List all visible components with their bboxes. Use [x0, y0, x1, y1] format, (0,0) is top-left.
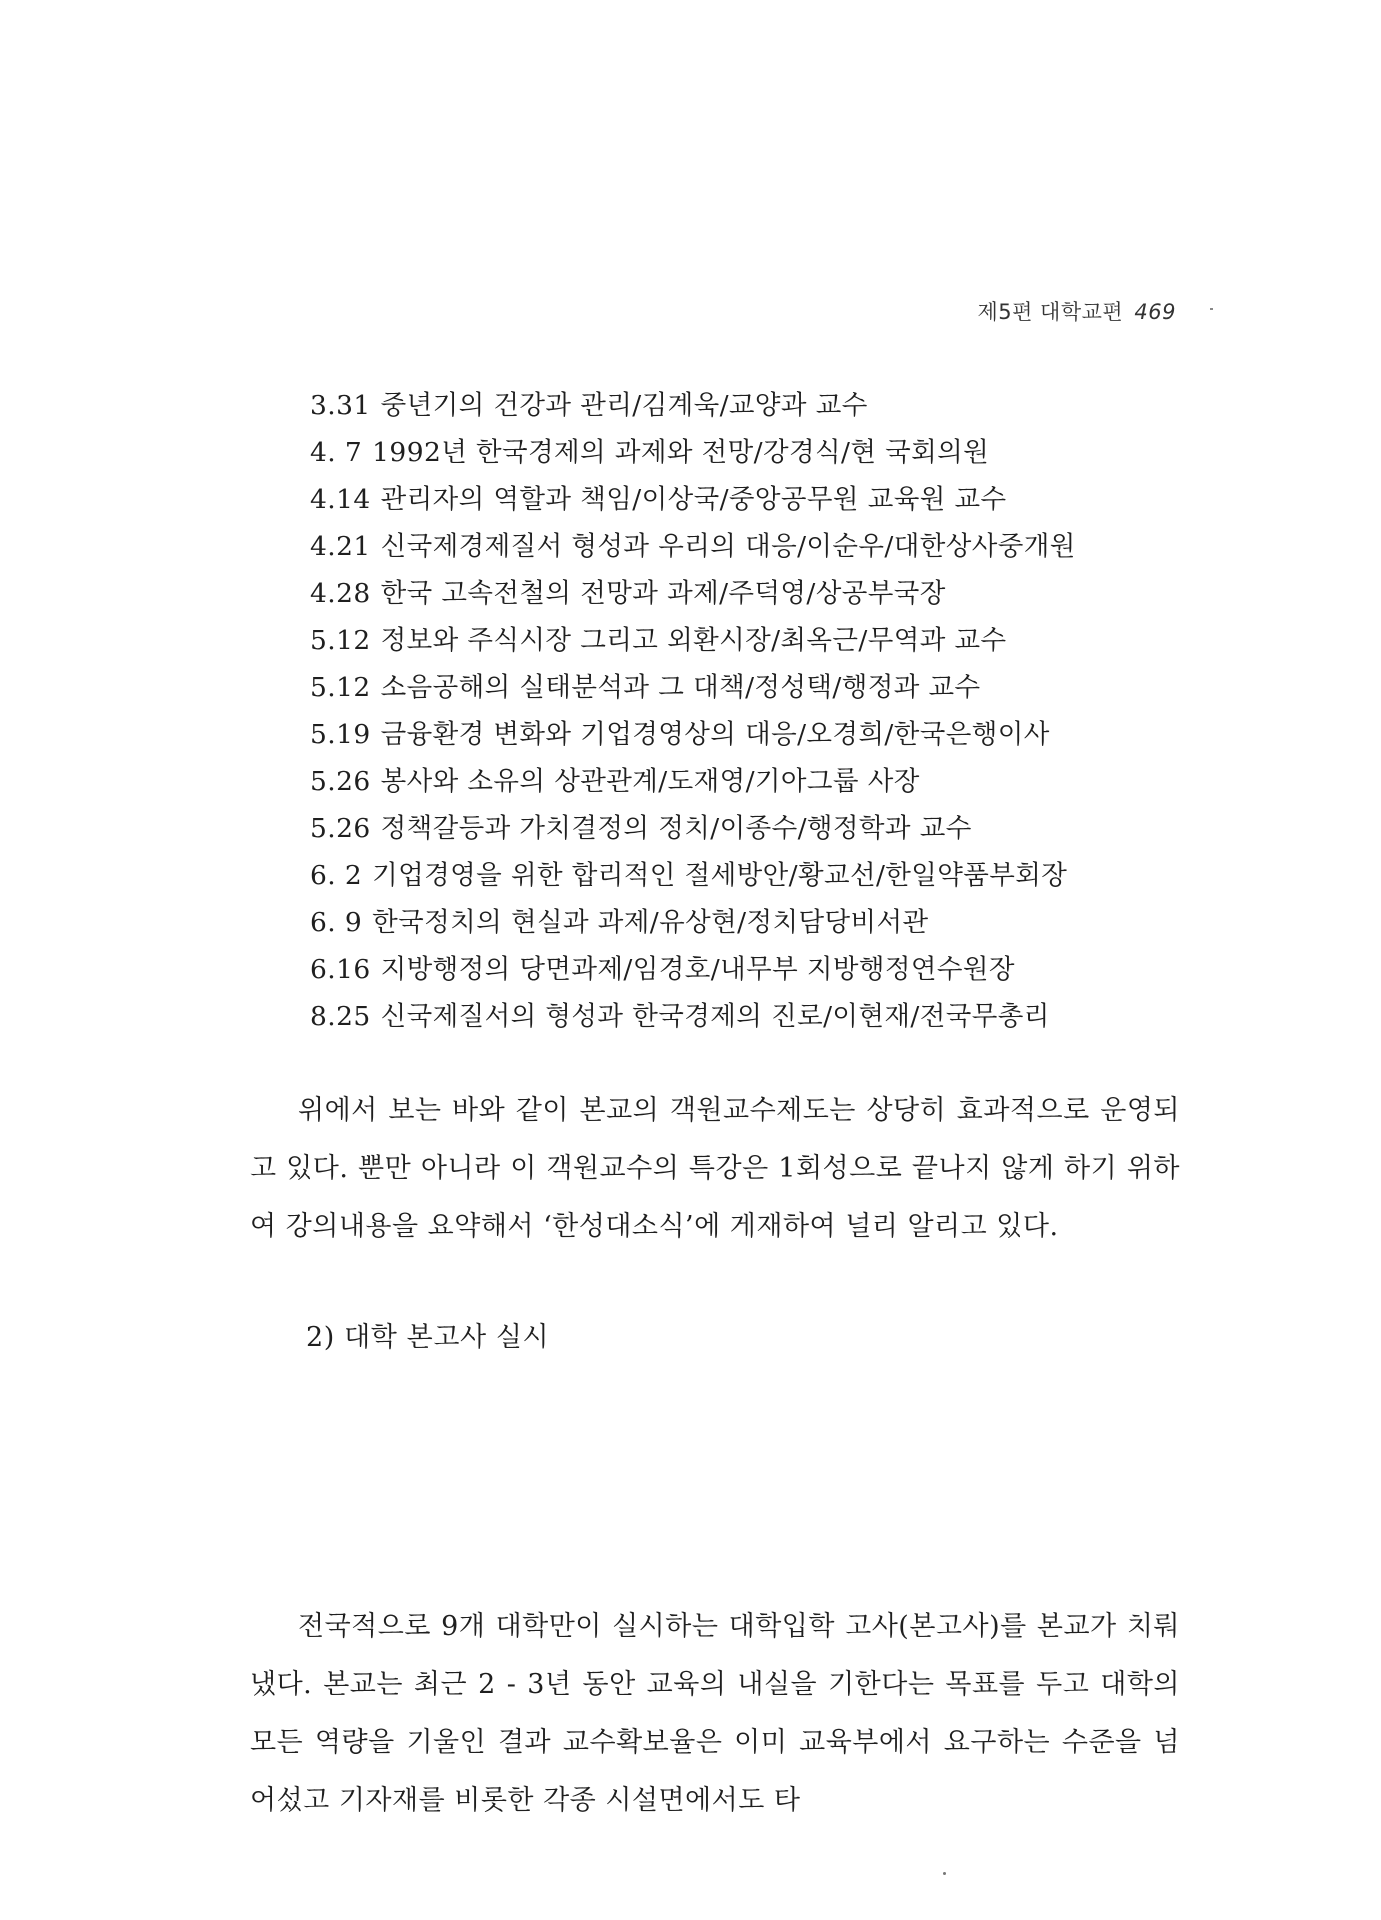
lecture-title: 정책갈등과 가치결정의 정치/이종수/행정학과 교수 [380, 813, 972, 844]
lecture-date: 5.12 [310, 625, 371, 656]
lecture-item [310, 382, 1190, 429]
section-subheading: 2) 대학 본고사 실시 [306, 1322, 550, 1353]
lecture-item [310, 711, 1190, 758]
lecture-title: 지방행정의 당면과제/임경호/내무부 지방행정연수원장 [380, 954, 1015, 985]
lecture-date: 5.26 [310, 813, 371, 844]
lecture-date: 5.12 [310, 672, 371, 703]
lecture-title: 기업경영을 위한 합리적인 절세방안/황교선/한일약품부회장 [372, 860, 1068, 891]
scan-speck [1210, 308, 1213, 310]
lecture-item [310, 805, 1190, 852]
lecture-title: 한국 고속전철의 전망과 과제/주덕영/상공부국장 [380, 578, 946, 609]
scan-speck [943, 1872, 946, 1875]
lecture-date: 5.19 [310, 719, 371, 750]
lecture-title: 1992년 한국경제의 과제와 전망/강경식/현 국회의원 [372, 437, 990, 468]
lecture-date: 5.26 [310, 766, 371, 797]
body-paragraph [250, 1082, 1180, 1256]
lecture-date: 6. 9 [310, 907, 363, 938]
lecture-item [310, 617, 1190, 664]
lecture-item [310, 523, 1190, 570]
lecture-item [310, 758, 1190, 805]
lecture-date: 4.14 [310, 484, 371, 515]
header-section-title: 제5편 대학교편 [977, 300, 1124, 324]
lecture-title: 관리자의 역할과 책임/이상국/중앙공무원 교육원 교수 [380, 484, 1007, 515]
lecture-date: 8.25 [310, 1001, 371, 1032]
lecture-date: 3.31 [310, 390, 371, 421]
running-header [977, 296, 1176, 326]
lecture-item [310, 946, 1190, 993]
lecture-item [310, 570, 1190, 617]
lecture-title: 한국정치의 현실과 과제/유상현/정치담당비서관 [372, 907, 929, 938]
page-number: 469 [1134, 300, 1176, 324]
lecture-item [310, 429, 1190, 476]
lecture-title: 봉사와 소유의 상관관계/도재영/기아그룹 사장 [380, 766, 920, 797]
lecture-item [310, 852, 1190, 899]
lecture-title: 신국제경제질서 형성과 우리의 대응/이순우/대한상사중개원 [380, 531, 1076, 562]
lecture-title: 중년기의 건강과 관리/김계욱/교양과 교수 [380, 390, 868, 421]
lecture-date: 6. 2 [310, 860, 363, 891]
body-paragraph [250, 1598, 1180, 1830]
lecture-item [310, 664, 1190, 711]
lecture-item [310, 993, 1190, 1040]
lecture-date: 4. 7 [310, 437, 363, 468]
lecture-date: 6.16 [310, 954, 371, 985]
lecture-title: 신국제질서의 형성과 한국경제의 진로/이현재/전국무총리 [380, 1001, 1050, 1032]
paragraph-text: 위에서 보는 바와 같이 본교의 객원교수제도는 상당히 효과적으로 운영되고 있다. 뿐만 아니라 이 객원교수의 특강은 1회성으로 끝나지 않게 하기 위하여 강의내용을 요약해서 ‘한성대소식’에 게재하여 널리 알리고 있다. [250, 1095, 1180, 1242]
lecture-date: 4.21 [310, 531, 371, 562]
lecture-title: 금융환경 변화와 기업경영상의 대응/오경희/한국은행이사 [380, 719, 1050, 750]
paragraph-text: 전국적으로 9개 대학만이 실시하는 대학입학 고사(본고사)를 본교가 치뤄 냈다. 본교는 최근 2 - 3년 동안 교육의 내실을 기한다는 목표를 두고 대학의 모든 역량을 기울인 결과 교수확보율은 이미 교육부에서 요구하는 수준을 넘어섰고 기자재를 비롯한 각종 시설면에서도 타 [250, 1611, 1180, 1816]
lecture-item [310, 899, 1190, 946]
lecture-title: 정보와 주식시장 그리고 외환시장/최옥근/무역과 교수 [380, 625, 1007, 656]
lecture-date: 4.28 [310, 578, 371, 609]
lecture-item [310, 476, 1190, 523]
lecture-schedule-list [310, 382, 1190, 1040]
lecture-title: 소음공해의 실태분석과 그 대책/정성택/행정과 교수 [380, 672, 981, 703]
